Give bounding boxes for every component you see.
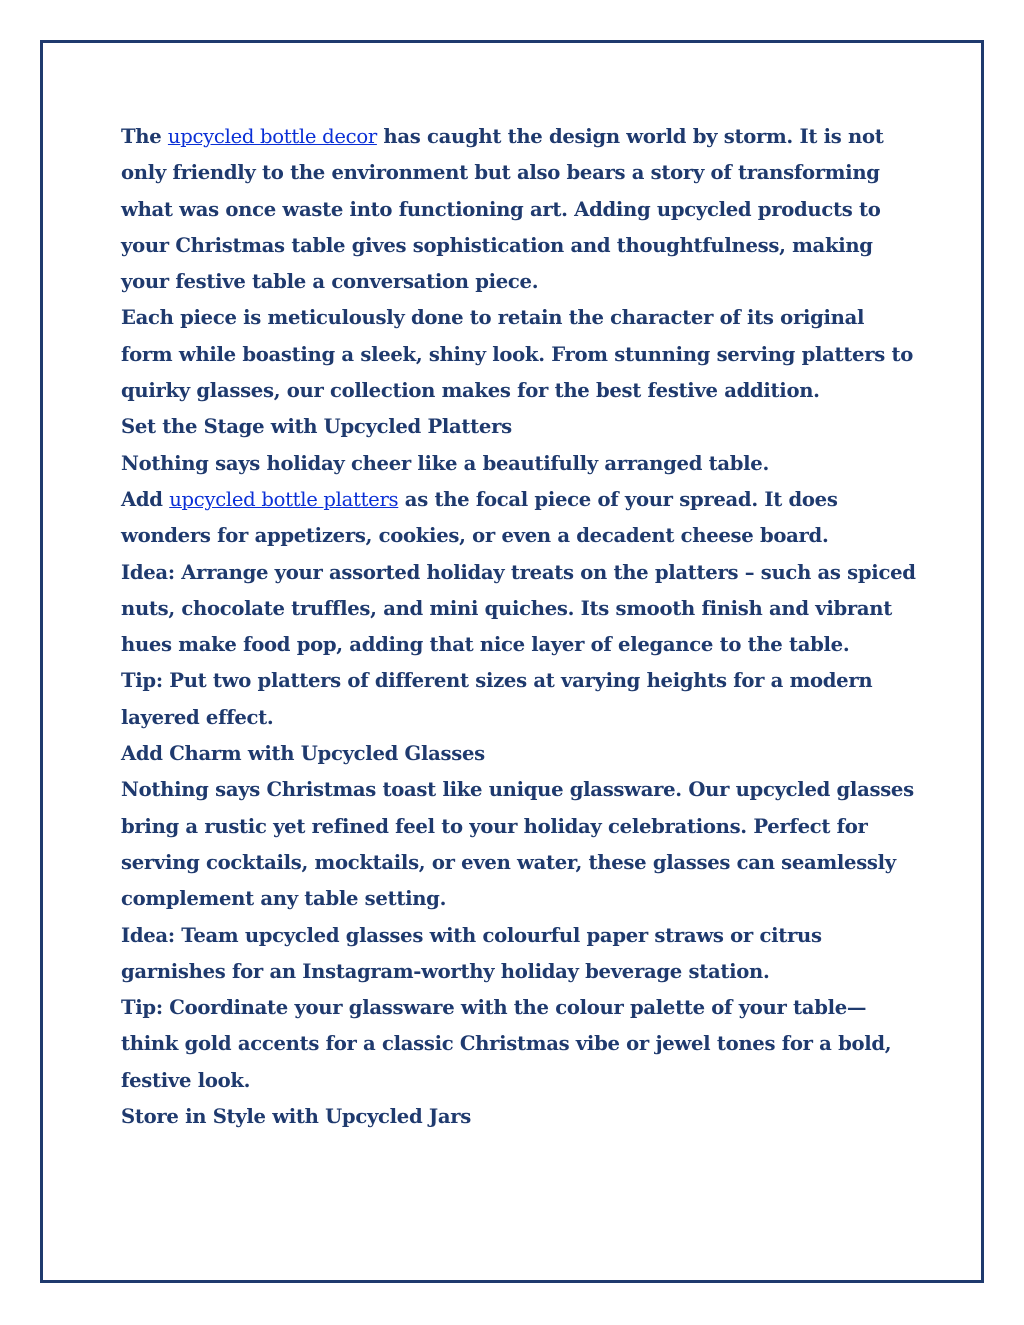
- upcycled-bottle-platters-link[interactable]: upcycled bottle platters: [169, 487, 399, 511]
- heading-glasses: Add Charm with Upcycled Glasses: [121, 742, 485, 766]
- upcycled-bottle-decor-link[interactable]: upcycled bottle decor: [167, 125, 377, 148]
- intro-text-start: The: [121, 125, 168, 148]
- heading-jars: Store in Style with Upcycled Jars: [121, 1105, 472, 1129]
- glasses-tip-paragraph: Tip: Coordinate your glassware with the colour palette of your table—think gold accents for a classic Christmas vibe or jewel tones for a bold, festive look.: [121, 996, 892, 1092]
- platters-text-start: Add: [121, 487, 170, 511]
- glasses-paragraph: Nothing says Christmas toast like unique glassware. Our upcycled glasses bring a rustic yet refined feel to your holiday celebrations. Perfect for serving cocktails, mocktails, or even water, these glasses can seamlessly complement any table setting.: [121, 778, 914, 911]
- platters-text-rest: as the focal piece of your spread. It does wonders for appetizers, cookies, or even a decadent cheese board.: [121, 487, 838, 548]
- glasses-idea-paragraph: Idea: Team upcycled glasses with colourful paper straws or citrus garnishes for an Instagram-worthy holiday beverage station.: [121, 923, 822, 983]
- platters-intro-paragraph: Nothing says holiday cheer like a beautifully arranged table.: [121, 451, 769, 475]
- platters-idea-paragraph: Idea: Arrange your assorted holiday treats on the platters – such as spiced nuts, chocolate truffles, and mini quiches. Its smooth finish and vibrant hues make food pop, adding that nice layer of elegance to the table.: [121, 560, 916, 657]
- intro-paragraph: [121, 119, 921, 300]
- intro-text-rest: has caught the design world by storm. It is not only friendly to the environment but also bears a story of transforming what was once waste into functioning art. Adding upcycled products to your Christmas table gives sophistication and thoughtfulness, making your festive table a conversation piece.: [121, 125, 884, 294]
- platters-paragraph: [121, 482, 921, 555]
- platters-tip-paragraph: Tip: Put two platters of different sizes at varying heights for a modern layered effect.: [121, 669, 873, 729]
- document-body: [121, 119, 921, 1135]
- collection-paragraph: Each piece is meticulously done to retain the character of its original form while boasting a sleek, shiny look. From stunning serving platters to quirky glasses, our collection makes for the best festive addition.: [121, 306, 913, 403]
- heading-platters: Set the Stage with Upcycled Platters: [121, 415, 512, 439]
